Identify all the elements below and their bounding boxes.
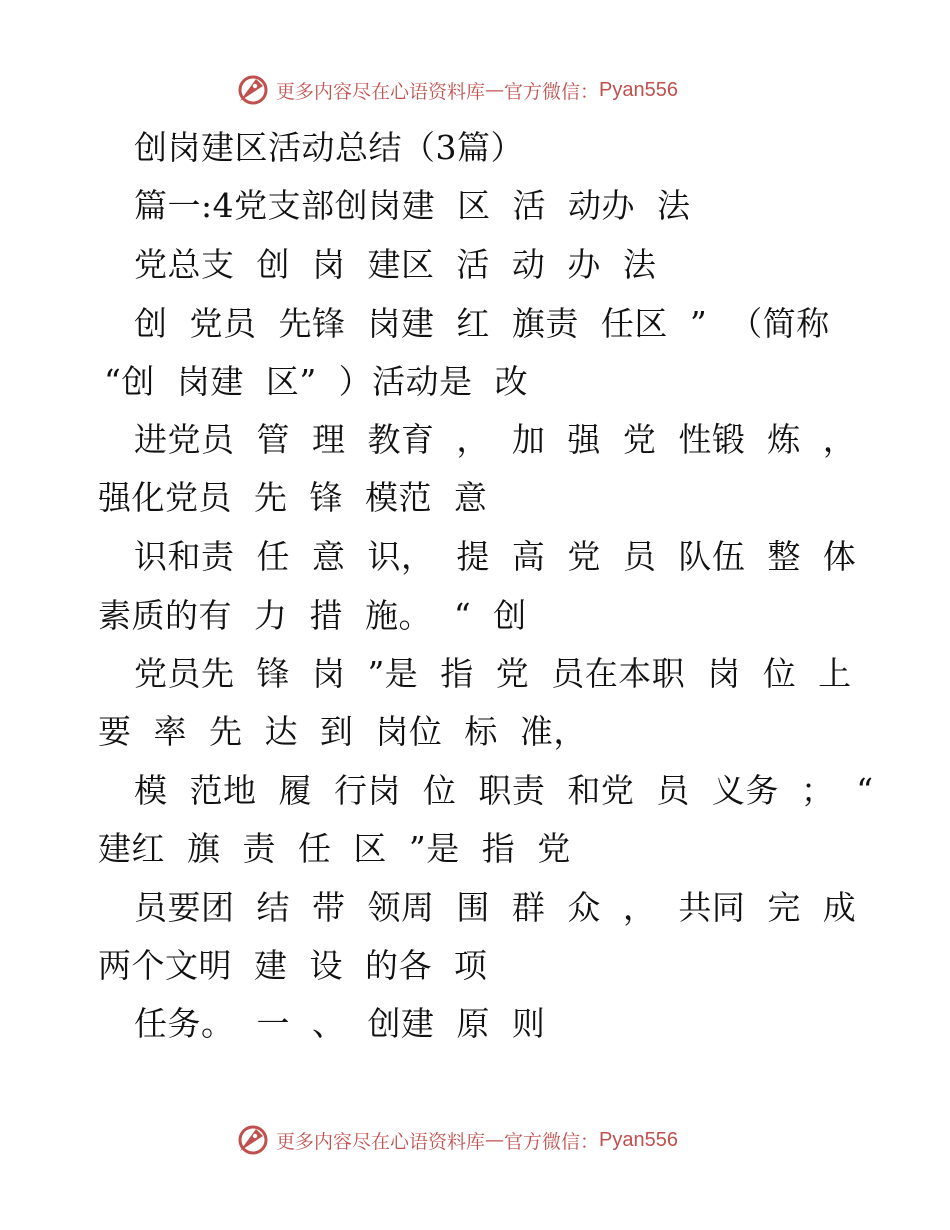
wechat-id: Pyan556 <box>599 78 678 101</box>
text-line: 模 范地 履 行岗 位 职责 和党 员 义务 ； “ <box>134 771 874 810</box>
text-line: 两个文明 建 设 的各 项 <box>98 946 488 985</box>
text-line: 识和责 任 意 识， 提 高 党 员 队伍 整 体 <box>134 537 857 576</box>
wechat-label: 官方微信： <box>504 1130 600 1153</box>
text-line: 党员先 锋 岗 ”是 指 党 员在本职 岗 位 上 <box>134 654 852 693</box>
header-watermark <box>236 72 678 108</box>
wechat-label: 官方微信： <box>504 80 600 103</box>
text-line: 素质的有 力 措 施。 “ 创 <box>98 596 527 635</box>
wechat-id: Pyan556 <box>599 1128 678 1151</box>
pen-nib-circle-icon <box>236 73 270 107</box>
banner-separator: — <box>485 1129 505 1151</box>
sub-heading: 党总支 创 岗 建区 活 动 办 法 <box>134 245 657 284</box>
site-name: 更多内容尽在心语资料库 <box>276 1130 486 1153</box>
text-line: 建红 旗 责 任 区 ”是 指 党 <box>98 829 571 868</box>
pen-nib-circle-icon <box>236 1123 270 1157</box>
text-line: “创 岗建 区” ）活动是 改 <box>104 362 529 401</box>
text-line: 进党员 管 理 教育 ， 加 强 党 性锻 炼 ， <box>134 420 857 459</box>
text-line: 创 党员 先锋 岗建 红 旗责 任区 ” （简称 <box>134 304 830 343</box>
text-line: 要 率 先 达 到 岗位 标 准， <box>98 712 587 751</box>
text-line: 强化党员 先 锋 模范 意 <box>98 478 488 517</box>
site-name: 更多内容尽在心语资料库 <box>276 80 486 103</box>
text-line: 任务。 一 、 创建 原 则 <box>134 1004 546 1043</box>
section-heading: 篇一:4党支部创岗建 区 活 动办 法 <box>134 186 691 225</box>
banner-separator: — <box>485 79 505 101</box>
text-line: 员要团 结 带 领周 围 群 众 ， 共同 完 成 <box>134 888 857 927</box>
footer-watermark <box>236 1122 678 1158</box>
doc-title: 创岗建区活动总结（3篇） <box>134 128 524 167</box>
